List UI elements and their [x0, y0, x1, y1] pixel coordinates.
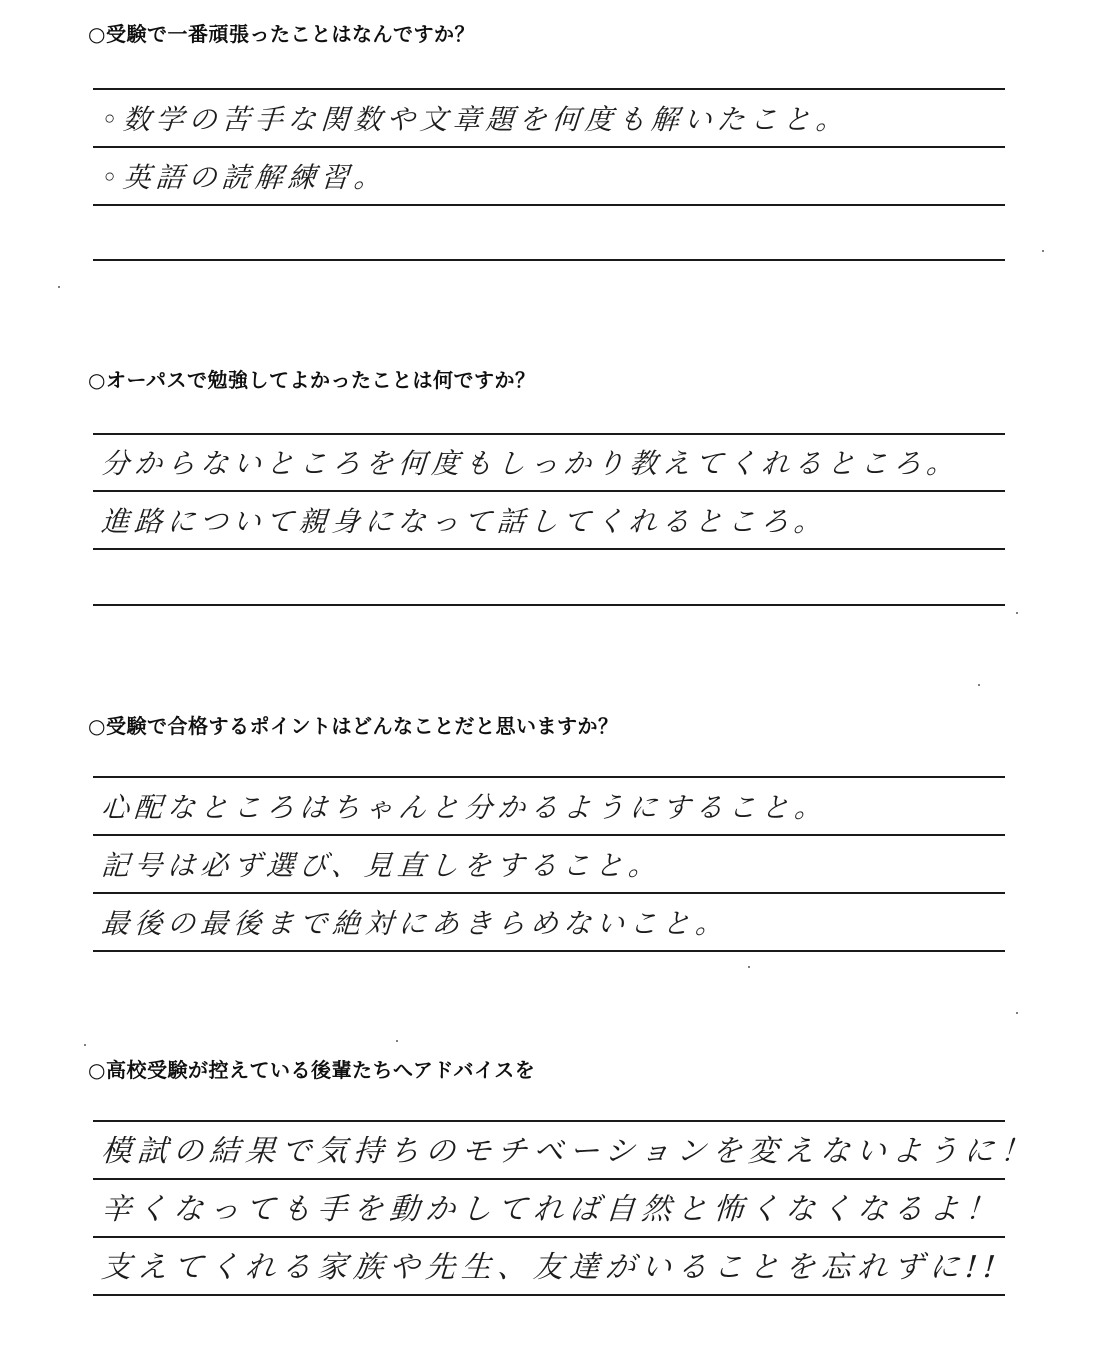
answer-rule: [93, 1178, 1005, 1180]
question-heading: ○受験で一番頑張ったことはなんですか？: [88, 22, 475, 46]
answer-rule: [93, 490, 1005, 492]
answer-rule: [93, 1120, 1005, 1122]
answer-rule: [93, 1236, 1005, 1238]
answer-line: 分からないところを何度もしっかり教えてくれるところ。: [100, 447, 961, 480]
scan-speck: [748, 966, 750, 968]
answer-line: 心配なところはちゃんと分かるようにすること。: [100, 791, 829, 824]
answer-line: 辛くなっても手を動かしてれば自然と怖くなくなるよ！: [100, 1192, 1003, 1227]
answer-line: ◦英語の読解練習。: [100, 161, 388, 194]
question-heading: ○オーパスで勉強してよかったことは何ですか？: [88, 368, 536, 392]
answer-rule: [93, 834, 1005, 836]
answer-rule: [93, 433, 1005, 435]
answer-line: 模試の結果で気持ちのモチベーションを変えないように！: [100, 1134, 1038, 1169]
answer-rule: [93, 1294, 1005, 1296]
question-heading: ○受験で合格するポイントはどんなことだと思いますか？: [88, 714, 619, 738]
answer-line: 記号は必ず選び、見直しをすること。: [100, 849, 663, 882]
answer-line: 最後の最後まで絶対にあきらめないこと。: [100, 907, 730, 940]
answer-rule: [93, 892, 1005, 894]
answer-rule: [93, 604, 1005, 606]
scan-speck: [1016, 1012, 1018, 1014]
answer-line: 進路について親身になって話してくれるところ。: [100, 505, 828, 538]
scan-speck: [396, 1040, 398, 1042]
scan-speck: [1042, 250, 1044, 252]
answer-rule: [93, 776, 1005, 778]
scan-speck: [58, 286, 60, 288]
answer-line: ◦数学の苦手な関数や文章題を何度も解いたこと。: [100, 103, 850, 136]
answer-rule: [93, 950, 1005, 952]
scan-speck: [84, 1044, 86, 1046]
question-heading: ○高校受験が控えている後輩たちへアドバイスを: [88, 1058, 536, 1082]
scan-speck: [1016, 612, 1018, 614]
answer-rule: [93, 548, 1005, 550]
answer-line: 支えてくれる家族や先生、友達がいることを忘れずに!!: [100, 1250, 1003, 1285]
scan-speck: [978, 684, 980, 686]
